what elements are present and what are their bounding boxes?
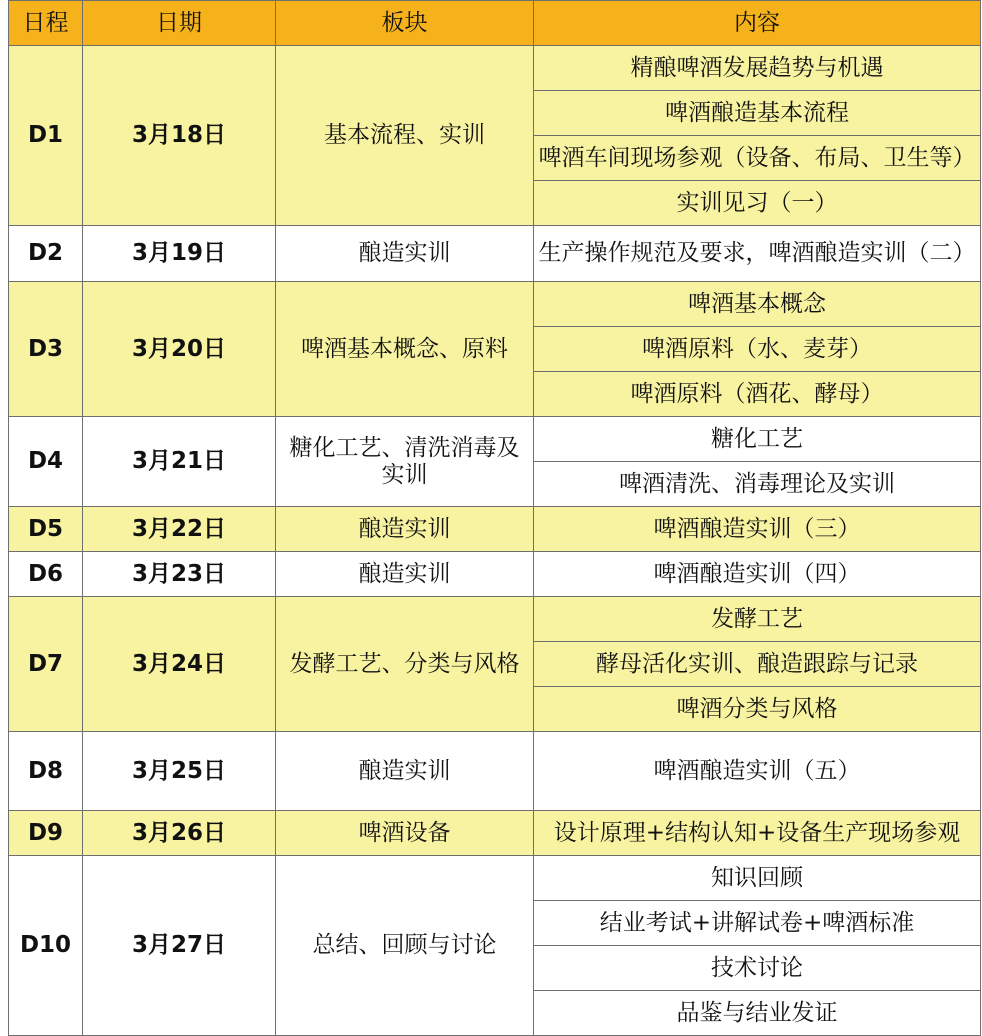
content-cell bbox=[534, 687, 981, 732]
day-cell: D1 bbox=[9, 46, 83, 226]
content-text: 啤酒车间现场参观（设备、布局、卫生等） bbox=[538, 144, 976, 171]
module-cell: 基本流程、实训 bbox=[276, 46, 534, 226]
content-cell bbox=[534, 417, 981, 462]
content-text: 精酿啤酒发展趋势与机遇 bbox=[630, 54, 884, 81]
content-text: 生产操作规范及要求，啤酒酿造实训（二） bbox=[538, 240, 976, 266]
content-text: 啤酒原料（水、麦芽） bbox=[642, 335, 872, 362]
day-cell: D2 bbox=[9, 226, 83, 282]
content-text: 啤酒酿造实训（三） bbox=[653, 515, 861, 542]
content-cell bbox=[534, 226, 981, 282]
table-row bbox=[9, 552, 981, 597]
table-row bbox=[9, 282, 981, 327]
content-text: 发酵工艺 bbox=[711, 605, 803, 632]
table-row bbox=[9, 226, 981, 282]
content-cell bbox=[534, 181, 981, 226]
content-cell bbox=[534, 136, 981, 181]
content-text: 酵母活化实训、酿造跟踪与记录 bbox=[596, 650, 918, 677]
content-text: 啤酒清洗、消毒理论及实训 bbox=[619, 470, 895, 497]
date-cell: 3月19日 bbox=[83, 226, 276, 282]
table-row bbox=[9, 507, 981, 552]
module-cell: 啤酒设备 bbox=[276, 811, 534, 856]
content-text: 结业考试+讲解试卷+啤酒标准 bbox=[599, 909, 915, 936]
module-cell: 酿造实训 bbox=[276, 226, 534, 282]
date-cell: 3月25日 bbox=[83, 732, 276, 811]
content-cell bbox=[534, 372, 981, 417]
content-text: 啤酒酿造基本流程 bbox=[665, 99, 849, 126]
content-cell bbox=[534, 811, 981, 856]
day-cell: D8 bbox=[9, 732, 83, 811]
module-cell: 啤酒基本概念、原料 bbox=[276, 282, 534, 417]
content-cell bbox=[534, 597, 981, 642]
day-cell: D3 bbox=[9, 282, 83, 417]
table-row bbox=[9, 732, 981, 811]
table-row bbox=[9, 46, 981, 91]
content-cell bbox=[534, 327, 981, 372]
content-cell bbox=[534, 991, 981, 1036]
module-cell: 酿造实训 bbox=[276, 732, 534, 811]
content-cell bbox=[534, 732, 981, 811]
header-content: 内容 bbox=[534, 1, 981, 46]
content-cell bbox=[534, 552, 981, 597]
content-text: 品鉴与结业发证 bbox=[676, 999, 838, 1026]
schedule-table bbox=[8, 0, 981, 1036]
content-text: 啤酒酿造实训（五） bbox=[653, 757, 861, 784]
content-text: 啤酒分类与风格 bbox=[676, 695, 838, 722]
header-date: 日期 bbox=[83, 1, 276, 46]
module-cell: 总结、回顾与讨论 bbox=[276, 856, 534, 1036]
table-row bbox=[9, 417, 981, 462]
date-cell: 3月23日 bbox=[83, 552, 276, 597]
content-cell bbox=[534, 901, 981, 946]
day-cell: D4 bbox=[9, 417, 83, 507]
content-cell bbox=[534, 91, 981, 136]
content-cell bbox=[534, 507, 981, 552]
date-cell: 3月27日 bbox=[83, 856, 276, 1036]
date-cell: 3月26日 bbox=[83, 811, 276, 856]
module-cell: 发酵工艺、分类与风格 bbox=[276, 597, 534, 732]
content-text: 实训见习（一） bbox=[676, 189, 838, 216]
day-cell: D7 bbox=[9, 597, 83, 732]
table-row bbox=[9, 597, 981, 642]
content-text: 设计原理+结构认知+设备生产现场参观 bbox=[553, 819, 961, 846]
day-cell: D5 bbox=[9, 507, 83, 552]
date-cell: 3月21日 bbox=[83, 417, 276, 507]
date-cell: 3月22日 bbox=[83, 507, 276, 552]
header-module: 板块 bbox=[276, 1, 534, 46]
content-cell bbox=[534, 282, 981, 327]
content-text: 技术讨论 bbox=[711, 954, 803, 981]
content-cell bbox=[534, 46, 981, 91]
content-cell bbox=[534, 856, 981, 901]
content-cell bbox=[534, 946, 981, 991]
content-cell bbox=[534, 642, 981, 687]
content-text: 啤酒原料（酒花、酵母） bbox=[630, 380, 884, 407]
day-cell: D9 bbox=[9, 811, 83, 856]
date-cell: 3月24日 bbox=[83, 597, 276, 732]
day-cell: D6 bbox=[9, 552, 83, 597]
date-cell: 3月20日 bbox=[83, 282, 276, 417]
content-text: 啤酒酿造实训（四） bbox=[653, 560, 861, 587]
table-row bbox=[9, 856, 981, 901]
day-cell: D10 bbox=[9, 856, 83, 1036]
module-cell: 酿造实训 bbox=[276, 552, 534, 597]
table-row bbox=[9, 811, 981, 856]
content-cell bbox=[534, 462, 981, 507]
module-cell: 酿造实训 bbox=[276, 507, 534, 552]
header-day: 日程 bbox=[9, 1, 83, 46]
module-cell: 糖化工艺、清洗消毒及实训 bbox=[276, 417, 534, 507]
date-cell: 3月18日 bbox=[83, 46, 276, 226]
content-text: 糖化工艺 bbox=[711, 425, 803, 452]
content-text: 啤酒基本概念 bbox=[688, 290, 826, 317]
header-row bbox=[9, 1, 981, 46]
content-text: 知识回顾 bbox=[711, 864, 803, 891]
